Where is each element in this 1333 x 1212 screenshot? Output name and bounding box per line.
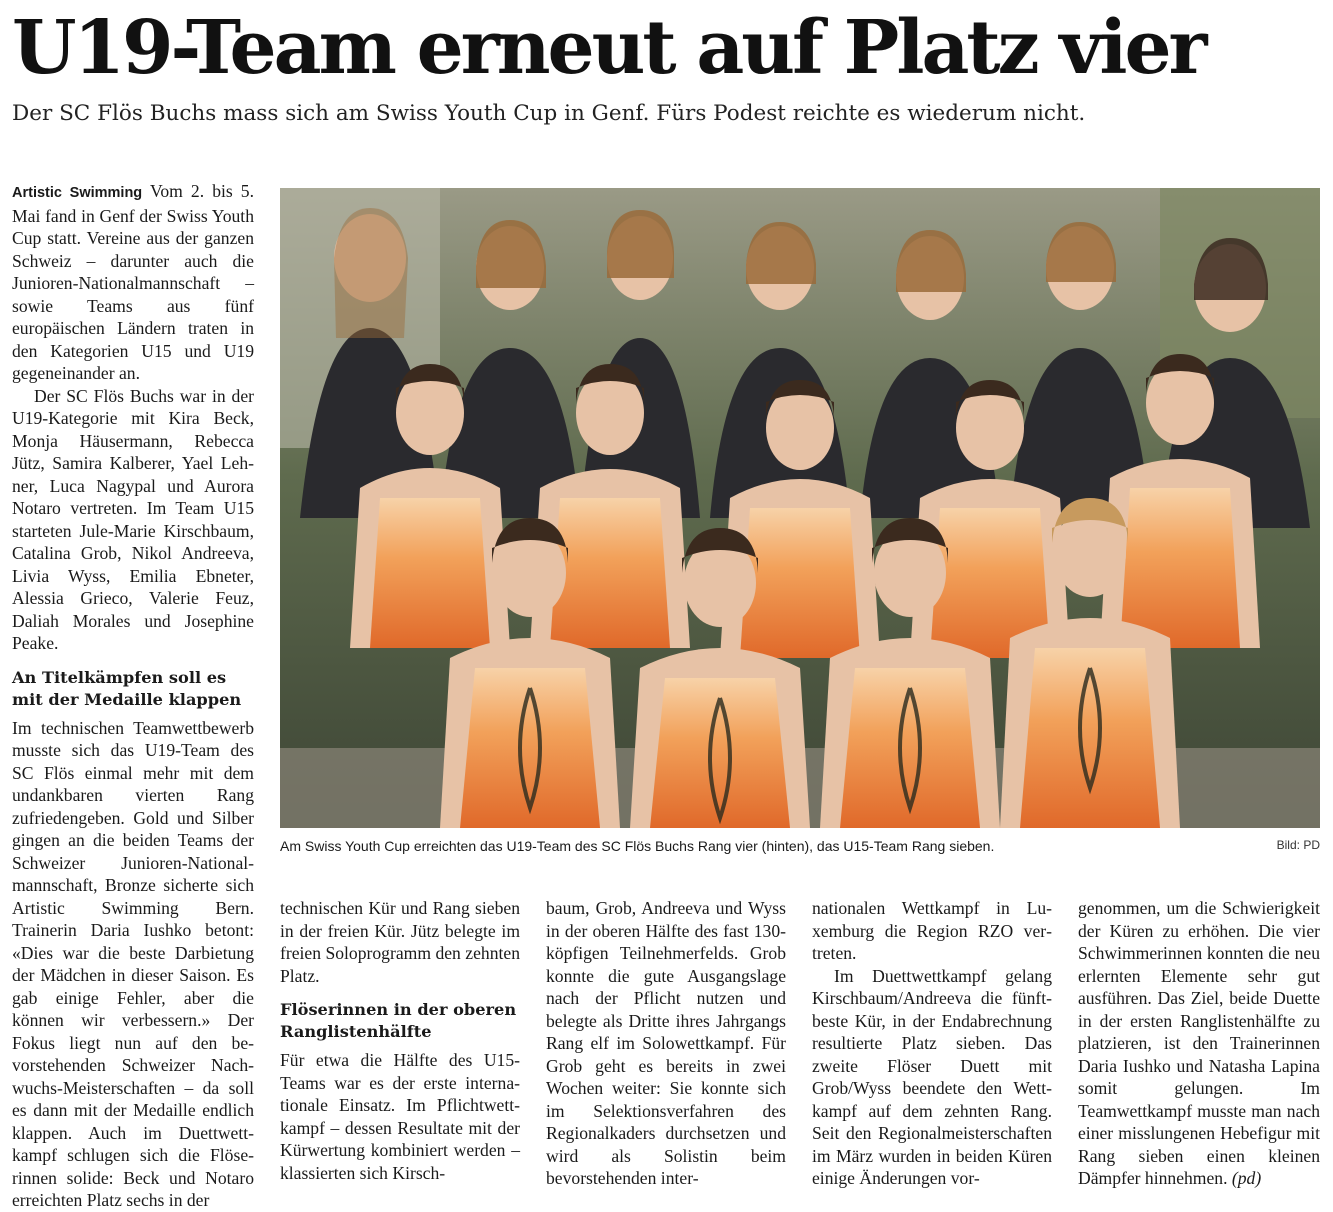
subheading: An Titelkämpfen soll es mit der Medaille klappen: [12, 667, 242, 709]
article-column-1: [12, 180, 254, 1212]
article-column-4: [812, 897, 1052, 1190]
body-paragraph: Der SC Flös Buchs war in der U19-Kategorie mit Kira Beck, Monja Häusermann, Rebecca Jütz, Samira Kalberer, Yael Lehner, Luca Nagypal und Aurora Notaro vertreten. Im Team U15 starteten Jule-Marie Kirschbaum, Catalina Grob, Nikol Andreeva, Livia Wyss, Emilia Ebneter, Alessia Grieco, Valerie Feuz, Daliah Morales und Josephine Peake.: [12, 385, 254, 653]
lead-paragraph: [12, 180, 254, 385]
body-paragraph: [1078, 897, 1320, 1190]
subheading: Flöserinnen in der oberen Ranglistenhälfte: [280, 1000, 517, 1041]
body-paragraph: Im Duettwettkampf gelang Kirschbaum/Andreeva die fünftbeste Kür, in der Endabrechnung resultierte Platz sieben. Das zweite Flöser Duett mit Grob/Wyss beendete den Wettkampf auf dem zehnten Rang. Seit den Regionalmeisterschaften im März wurden in beiden Küren einige Änderungen vor-: [812, 965, 1052, 1188]
author-signoff: (pd): [1231, 1168, 1262, 1188]
subheadline: Der SC Flös Buchs mass sich am Swiss Youth Cup in Genf. Fürs Podest reichte es wiederum nicht.: [12, 101, 1086, 126]
closing-text: genommen, um die Schwierigkeit der Küren zu erhöhen. Die vier Schwimmerinnen konnten die neu erlernten Elemente sehr gut ausführen. Das Ziel, beide Duette in der ersten Ranglistenhälfte zu platzieren, ist den Trainerinnen Daria Iushko und Natasha Lapina somit gelungen. Im Teamwettkampf musste man nach einer misslungenen Hebefigur mit Rang sieben einen kleinen Dämpfer hinnehmen.: [1078, 898, 1320, 1188]
article-column-3: [546, 897, 786, 1190]
body-paragraph: Im technischen Teamwettbewerb musste sich das U19-Team des SC Flös einmal mehr mit dem undankbaren vierten Rang zufriedengeben. Gold und Silber gingen an die beiden Teams der Schweizer Junioren-Nationalmannschaft, Bronze sicherte sich Artistic Swimming Bern. Trainerin Daria Iushko betont: «Dies war die beste Darbietung der Mädchen in dieser Saison. Es gab einige Fehler, aber die können wir verbessern.» Der Fokus liegt nun auf den bevorstehenden Schweizer Nachwuchs-Meisterschaften – da soll es dann mit der Medaille endlich klappen. Auch im Duettwettkampf schlugen sich die Flöserinnen solide: Beck und Notaro erreichten Platz sechs in der: [12, 717, 254, 1210]
lead-text: Vom 2. bis 5. Mai fand in Genf der Swiss Youth Cup statt. Vereine aus der ganzen Schweiz – darunter auch die Junioren-Nationalmannschaft – sowie Teams aus fünf europäischen Ländern traten in den Kategorien U15 und U19 gegeneinander an.: [12, 181, 254, 383]
article-column-2: [280, 897, 520, 1184]
headline: U19-Team erneut auf Platz vier: [12, 5, 1205, 91]
body-paragraph: nationalen Wettkampf in Luxemburg die Region RZO vertreten.: [812, 898, 1052, 963]
team-photo: [280, 188, 1320, 828]
photo-credit: Bild: PD: [1276, 838, 1320, 852]
body-paragraph: Für etwa die Hälfte des U15-Teams war es der erste internationale Einsatz. Im Pflichtwettkampf – dessen Resultate mit der Kürwertung kombiniert werden – klassierten sich Kirsch-: [280, 1050, 520, 1183]
team-photo-illustration: [280, 188, 1320, 828]
body-paragraph: technischen Kür und Rang sieben in der freien Kür. Jütz belegte im freien Soloprogramm den zehnten Platz.: [280, 898, 520, 986]
article-column-5: [1078, 897, 1320, 1190]
photo-caption: Am Swiss Youth Cup erreichten das U19-Team des SC Flös Buchs Rang vier (hinten), das U15-Team Rang sieben.: [280, 838, 995, 854]
body-paragraph: baum, Grob, Andreeva und Wyss in der oberen Hälfte des fast 130-köpfigen Teilnehmerfelds. Grob konnte die gute Ausgangslage nach der Pflicht nutzen und belegte als Dritte ihres Jahrgangs Rang elf im Solowettkampf. Für Grob geht es bereits in zwei Wochen weiter: Sie konnte sich im Selektionsverfahren des Regionalkaders durchsetzen und wird als Solistin beim bevorstehenden inter-: [546, 898, 786, 1188]
kicker: Artistic Swimming: [12, 185, 143, 201]
